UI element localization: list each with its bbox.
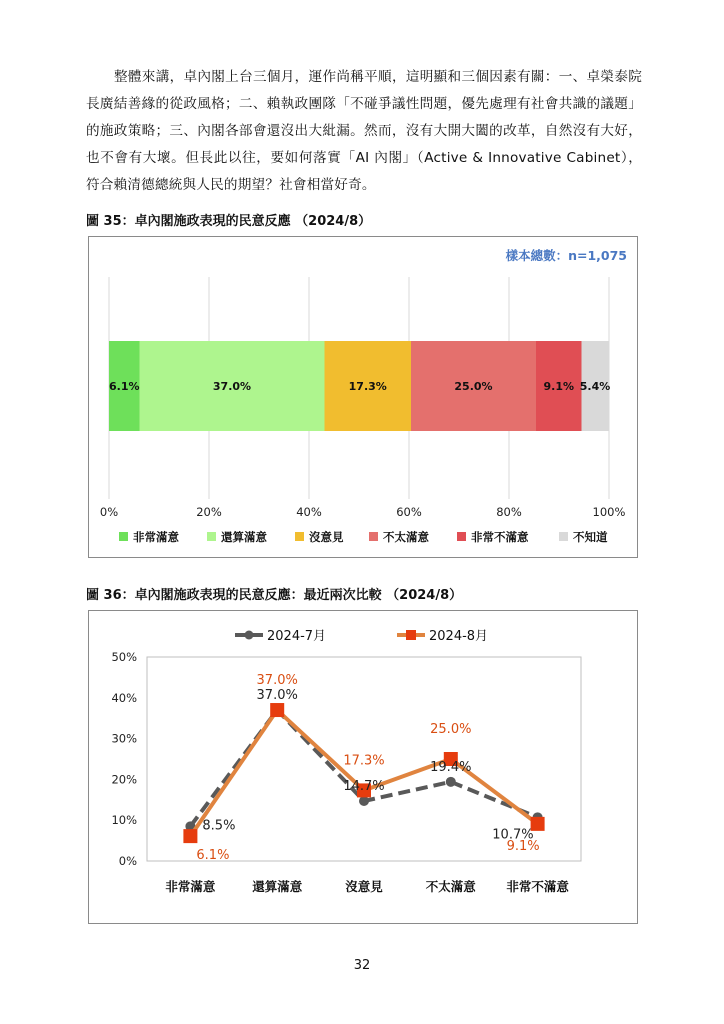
legend-label: 2024-7月	[267, 629, 327, 644]
data-label: 6.1%	[108, 380, 140, 393]
x-tick-label: 還算滿意	[252, 879, 303, 894]
data-label: 19.4%	[430, 759, 472, 775]
x-tick-label: 60%	[396, 505, 422, 519]
data-label: 17.3%	[348, 380, 387, 393]
data-label: 17.3%	[343, 753, 385, 769]
legend-swatch	[207, 532, 216, 541]
legend-item	[369, 530, 429, 544]
data-label: 25.0%	[430, 722, 472, 737]
legend-label: 不太滿意	[383, 530, 429, 544]
data-label: 8.5%	[202, 818, 236, 834]
legend-item	[235, 629, 326, 644]
legend-label: 非常滿意	[133, 530, 179, 544]
data-label: 10.7%	[492, 827, 534, 843]
line-chart	[89, 611, 637, 923]
figure-35-frame	[88, 236, 638, 558]
y-tick-label: 10%	[111, 813, 137, 828]
data-label: 5.4%	[579, 380, 611, 393]
legend-item	[397, 629, 488, 644]
data-label: 6.1%	[196, 848, 230, 864]
x-tick-label: 100%	[592, 505, 626, 519]
legend-swatch	[119, 532, 128, 541]
legend-marker	[406, 630, 416, 640]
x-tick-label: 不太滿意	[425, 879, 476, 894]
body-paragraph	[86, 64, 642, 199]
figure-36-frame	[88, 610, 638, 924]
sample-size-annotation: 樣本總數：n=1,075	[505, 248, 627, 263]
y-tick-label: 0%	[118, 854, 137, 868]
legend-item	[295, 530, 344, 544]
x-tick-label: 0%	[99, 505, 119, 519]
series-line-aug	[190, 710, 537, 836]
legend-swatch	[295, 532, 304, 541]
legend-label: 沒意見	[309, 530, 344, 544]
data-label: 37.0%	[256, 673, 298, 689]
figure-35-title: 圖 35：卓內閣施政表現的民意反應 （2024/8）	[86, 214, 372, 229]
y-tick-label: 30%	[111, 731, 137, 746]
figure-36-title: 圖 36：卓內閣施政表現的民意反應：最近兩次比較 （2024/8）	[86, 588, 463, 603]
data-point	[183, 829, 197, 843]
data-point	[359, 796, 369, 806]
y-tick-label: 50%	[111, 650, 137, 664]
x-tick-label: 20%	[196, 505, 222, 519]
data-point	[270, 703, 284, 717]
legend-swatch	[369, 532, 378, 541]
y-tick-label: 40%	[111, 690, 137, 705]
legend-label: 2024-8月	[429, 629, 489, 644]
data-label: 9.1%	[506, 838, 540, 854]
x-tick-label: 40%	[296, 505, 322, 519]
legend-label: 不知道	[573, 530, 608, 544]
legend-label: 非常不滿意	[471, 530, 529, 544]
data-label: 25.0%	[454, 380, 493, 393]
x-tick-label: 沒意見	[345, 879, 383, 894]
legend-item	[207, 530, 267, 544]
page-number: 32	[353, 958, 371, 973]
stacked-bar-chart	[89, 237, 637, 557]
legend-swatch	[559, 532, 568, 541]
y-tick-label: 20%	[111, 772, 137, 787]
x-tick-label: 非常滿意	[165, 879, 216, 894]
data-label: 9.1%	[543, 380, 575, 393]
legend-swatch	[457, 532, 466, 541]
data-label: 37.0%	[256, 688, 298, 704]
paragraph-text: 整體來講，卓內閣上台三個月，運作尚稱平順，這明顯和三個因素有關：一、卓榮泰院長廣結善緣的從政風格；二、賴執政團隊「不碰爭議性問題，優先處理有社會共識的議題」的施政策略；三、內閣各部會還沒出大紕漏。然而，沒有大開大闔的改革，自然沒有大好，也不會有大壞。但長此以往，要如何落實「AI 內閣」（Active & Innovative Cabinet），符合賴清德總統與人民的期望？社會相當好奇。	[86, 69, 642, 193]
x-tick-label: 80%	[496, 505, 522, 519]
data-label: 14.7%	[343, 779, 385, 795]
data-label: 37.0%	[212, 380, 252, 393]
legend-item	[119, 530, 179, 544]
x-tick-label: 非常不滿意	[506, 879, 569, 894]
legend-item	[559, 530, 608, 544]
legend-label: 還算滿意	[221, 530, 267, 544]
legend-item	[457, 530, 529, 544]
legend-marker	[245, 631, 254, 640]
data-point	[446, 777, 456, 787]
